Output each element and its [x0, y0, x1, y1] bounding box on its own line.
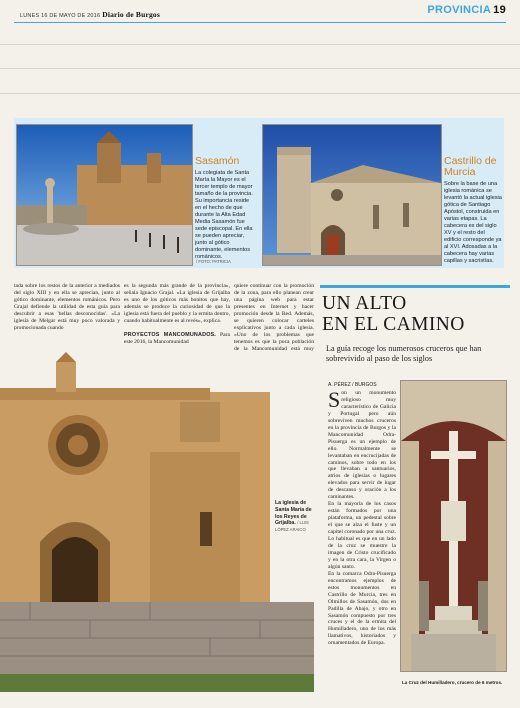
- cross-photo: [400, 380, 507, 672]
- page-number: 19: [493, 4, 506, 16]
- header-date: LUNES 16 DE MAYO DE 2016 Diario de Burgos: [20, 10, 160, 19]
- article-column-3: quiere continuar con la promoción de la zona, para ello planean crear una página web para estar presentes en Internet y hacer promoción desde la Red. Además, se quieren colocar carteles explicativos junto a cada iglesia. «Uno de los problemas que tenemos es que la poca población de la Mancomunidad está muy: [234, 283, 314, 352]
- fold-line: [0, 68, 520, 69]
- header-rule: [14, 22, 506, 23]
- article-column-1: tada sobre los restos de la anterior a mediados del siglo XIII y en ella se aprecian, junto al gótico dominante, elementos románicos. Pero Grajal defiende la utilidad de esta guía para descubrir a esas 'bellas desconocidas'. «La iglesia de Melgar está muy poco valorada y promocionada cuando: [14, 283, 120, 331]
- sasamon-title: Sasamón: [195, 155, 240, 167]
- fold-line: [0, 44, 520, 45]
- castrillo-photo: [262, 124, 442, 266]
- fold-line: [0, 93, 520, 94]
- article-column-2: es la segunda más grande de la provincia», señala Ignacio Grajal. «La iglesia de Grijalba es uno de los góticos más bonitos que hay, además se produce la curiosidad de que la iglesia está fuera del pueblo y la ermita dentro, cuando habitualmente es al revés», explica. PROYECTOS MANCOMUNADOS. Para este 2016, la Mancomunidad: [124, 283, 230, 345]
- headline: UN ALTO EN EL CAMINO: [322, 293, 465, 335]
- masthead: Diario de Burgos: [102, 10, 160, 19]
- byline: A. PÉREZ / BURGOS: [328, 382, 377, 388]
- article-column-4: Son un monumento religioso muy característico de Galicia y Portugal pero aún sobreviven muchos cruceros en la provincia de Burgos y la Mancomunidad Odra-Pisuerga es un ejemplo de ello. Normalmente se levantaban en encrucijadas de caminos, sobre todo en los que llevaban a santuarios, atrios de iglesias o lugares elevados para servir de lugar de descanso y oración a los caminantes. En la mayoría de los casos están formados por una plataforma, un pedestal sobre el que se alza el fuste y un capitel coronado por una cruz. Lo habitual es que en un lado de la cruz se muestre la imagen de Cristo crucificado y en la otra cara, la Virgen o algún santo. En la comarca Odra-Pisuerga encontramos ejemplos de estos monumentos en Castrillo de Murcia, tres en Olmillos de Sasamón, dos en Padilla de Abajo, y otro en Sasamón compuesto por tres cruces y el de la ermita del Humilladero, uno de los más llamativos, historiados y ornamentados de Europa.: [328, 387, 396, 647]
- section-header: [427, 4, 506, 16]
- sasamon-photo: [16, 124, 193, 266]
- deck: La guía recoge los numerosos cruceros que han sobrevivido al paso de los siglos: [326, 344, 482, 363]
- castrillo-title: Castrillo de Murcia: [444, 155, 497, 178]
- drop-cap: S: [328, 387, 341, 412]
- sasamon-caption: La colegiata de Santa María la Mayor es el tercer templo de mayor tamaño de la provincia. Su importancia reside en el hecho de que durante la Alta Edad Media Sasamón fue sede episcopal. En ella se pueden apreciar, junto al gótico dominante, elementos románicos.: [195, 170, 253, 260]
- sasamon-credit: / FOTO: PATRICIA: [196, 259, 231, 264]
- headline-rule: [320, 285, 510, 288]
- grijalba-photo: [0, 352, 314, 692]
- cross-caption: La Cruz del Humilladero, crucero de 6 metros.: [402, 680, 503, 685]
- section-name: PROVINCIA: [427, 4, 492, 16]
- grijalba-caption: La iglesia de Santa María de los Reyes de Grijalba. / LUIS LÓPEZ ARAICO: [275, 500, 312, 533]
- subhead: PROYECTOS MANCOMUNADOS.: [124, 331, 217, 338]
- castrillo-caption: Sobre la base de una iglesia románica se levantó la actual iglesia gótica de Santiago Apóstol, construida en varias etapas. La cabecera es del siglo XV y el resto del edificio corresponde ya al XVI. Adosadas a la cabecera hay varias capillas y sacristías.: [444, 181, 502, 264]
